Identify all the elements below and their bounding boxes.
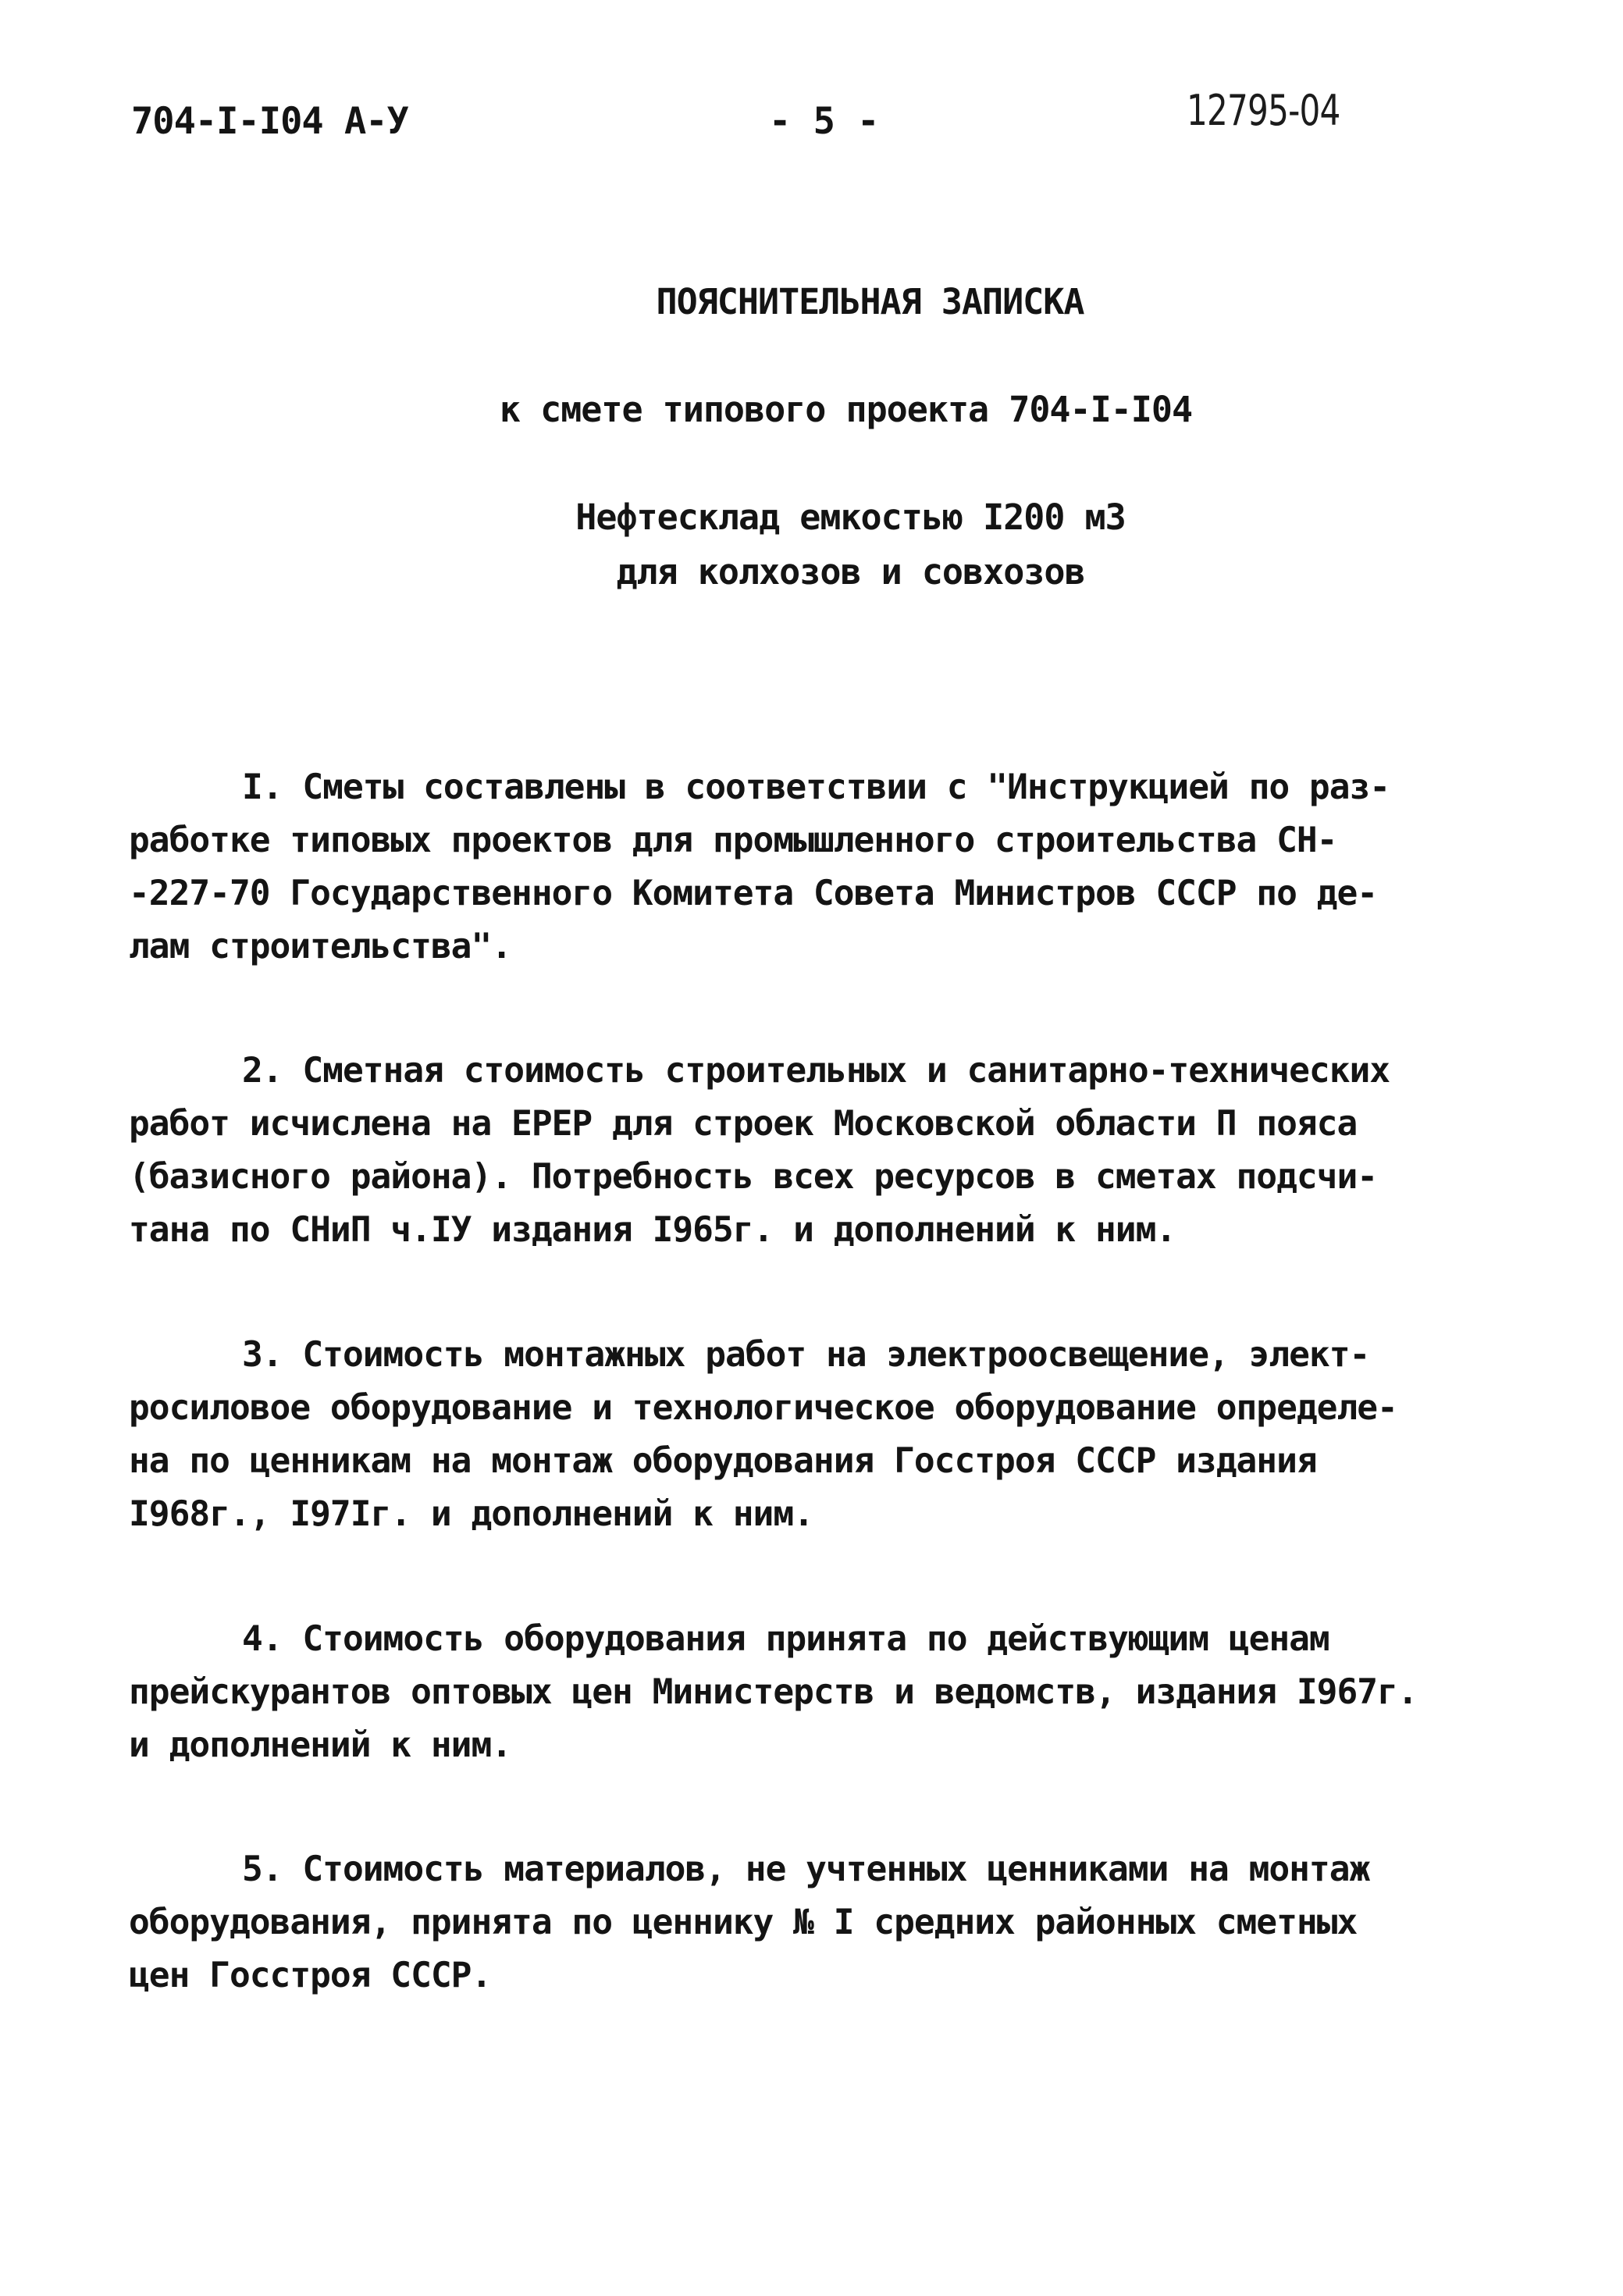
paragraph-line: тана по СНиП ч.IУ издания I965г. и дополнений к ним. [129, 1210, 1176, 1250]
paragraph-line: лам строительства". [129, 927, 512, 966]
document-subheading: к смете типового проекта 704-I-I04 [499, 389, 1193, 430]
document-code: 704-I-I04 А-У [131, 100, 408, 143]
paragraph-line: работке типовых проектов для промышленного строительства СН- [129, 821, 1337, 860]
paragraph-line: прейскурантов оптовых цен Министерств и ведомств, издания I967г. [129, 1672, 1418, 1712]
paragraph-line: 4. Стоимость оборудования принята по действующим ценам [242, 1619, 1329, 1659]
paragraph-line: (базисного района). Потребность всех ресурсов в сметах подсчи- [129, 1157, 1378, 1197]
paragraph-line: I968г., I97Iг. и дополнений к ним. [129, 1494, 813, 1534]
paragraph-5 [129, 1843, 1526, 2002]
paragraph-line: работ исчислена на ЕРЕР для строек Московской области П пояса [129, 1104, 1358, 1144]
paragraph-2 [129, 1045, 1526, 1257]
paragraph-line: 3. Стоимость монтажных работ на электроосвещение, элект- [242, 1335, 1370, 1375]
paragraph-1 [129, 761, 1526, 974]
paragraph-line: на по ценникам на монтаж оборудования Госстроя СССР издания [129, 1441, 1317, 1481]
paragraph-line: 2. Сметная стоимость строительных и санитарно-технических [242, 1051, 1390, 1091]
paragraph-4 [129, 1613, 1526, 1772]
paragraph-line: -227-70 Государственного Комитета Совета Министров СССР по де- [129, 874, 1378, 913]
paragraph-line: 5. Стоимость материалов, не учтенных ценниками на монтаж [242, 1849, 1370, 1889]
paragraph-line: оборудования, принята по ценнику № I средних районных сметных [129, 1903, 1358, 1942]
document-heading: ПОЯСНИТЕЛЬНАЯ ЗАПИСКА [656, 281, 1084, 322]
paragraph-line: росиловое оборудование и технологическое оборудование определе- [129, 1388, 1397, 1428]
page-number: - 5 - [769, 100, 880, 143]
paragraph-line: I. Сметы составлены в соответствии с "Инструкцией по раз- [242, 767, 1390, 807]
paragraph-line: цен Госстроя СССР. [129, 1956, 492, 1995]
object-title-line-2: для колхозов и совхозов [616, 551, 1085, 593]
paragraph-line: и дополнений к ним. [129, 1725, 512, 1765]
archive-number-handwritten: 12795-04 [1187, 86, 1340, 135]
object-title-line-1: Нефтесклад емкостью I200 м3 [575, 497, 1126, 538]
paragraph-3 [129, 1329, 1526, 1541]
